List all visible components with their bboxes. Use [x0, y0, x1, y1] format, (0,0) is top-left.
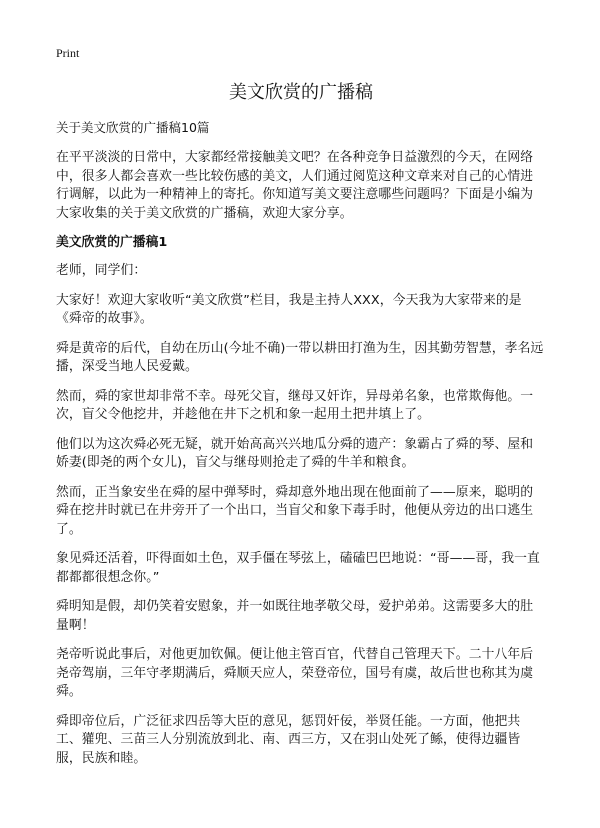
document-subtitle: 关于美文欣赏的广播稿10篇 — [56, 120, 210, 135]
body-paragraph: 尧帝听说此事后，对他更加钦佩。便让他主管百官，代替自己管理天下。二十八年后尧帝驾崩，三年守孝期满后，舜顺天应人，荣登帝位，国号有虞，故后世也称其为虞舜。 — [56, 647, 534, 699]
body-paragraph: 大家好！欢迎大家收听“美文欣赏”栏目，我是主持人XXX，今天我为大家带来的是《舜帝的故事》。 — [56, 292, 522, 326]
intro-paragraph: 在平平淡淡的日常中，大家都经常接触美文吧？在各种竞争日益激烈的今天，在网络中，很多人都会喜欢一些比较伤感的美文，人们通过阅览这种文章来对自己的心情进行调解，以此为一种精神上的寄托。你知道写美文要注意哪些问题吗？下面是小编为大家收集的关于美文欣赏的广播稿，欢迎大家分享。 — [56, 150, 534, 221]
body-paragraph: 舜是黄帝的后代，自幼在历山(今址不确)一带以耕田打渔为生，因其勤劳智慧，孝名远播，深受当地人民爱戴。 — [56, 340, 544, 374]
body-paragraph: 象见舜还活着，吓得面如土色，双手僵在琴弦上，磕磕巴巴地说：“哥——哥，我一直都都都很想念你。” — [56, 551, 540, 585]
section-heading: 美文欣赏的广播稿1 — [56, 235, 168, 250]
body-paragraph: 他们以为这次舜必死无疑，就开始高高兴兴地瓜分舜的遗产：象霸占了舜的琴、屋和娇妻(即尧的两个女儿)，盲父与继母则抢走了舜的牛羊和粮食。 — [56, 436, 534, 470]
print-label: Print — [56, 46, 80, 60]
body-paragraph: 然而，正当象安坐在舜的屋中弹琴时，舜却意外地出现在他面前了——原来，聪明的舜在挖井时就已在井旁开了一个出口，当盲父和象下毒手时，他便从旁边的出口逃生了。 — [56, 484, 534, 537]
body-paragraph: 舜明知是假，却仍笑着安慰象，并一如既往地孝敬父母，爱护弟弟。这需要多大的肚量啊！ — [56, 599, 534, 633]
document-body — [56, 149, 546, 779]
body-paragraph: 舜即帝位后，广泛征求四岳等大臣的意见，惩罚奸佞，举贤任能。一方面，他把共工、獾兜、三苗三人分别流放到北、南、西三方，又在羽山处死了鲧，使得边疆皆服，民族和睦。 — [56, 713, 521, 766]
page-title: 美文欣赏的广播稿 — [229, 82, 373, 103]
body-paragraph: 老师，同学们： — [56, 263, 147, 278]
body-paragraph: 然而，舜的家世却非常不幸。母死父盲，继母又奸诈，异母弟名象，也常欺侮他。一次，盲父令他挖井，并趁他在井下之机和象一起用土把井填上了。 — [56, 388, 534, 422]
